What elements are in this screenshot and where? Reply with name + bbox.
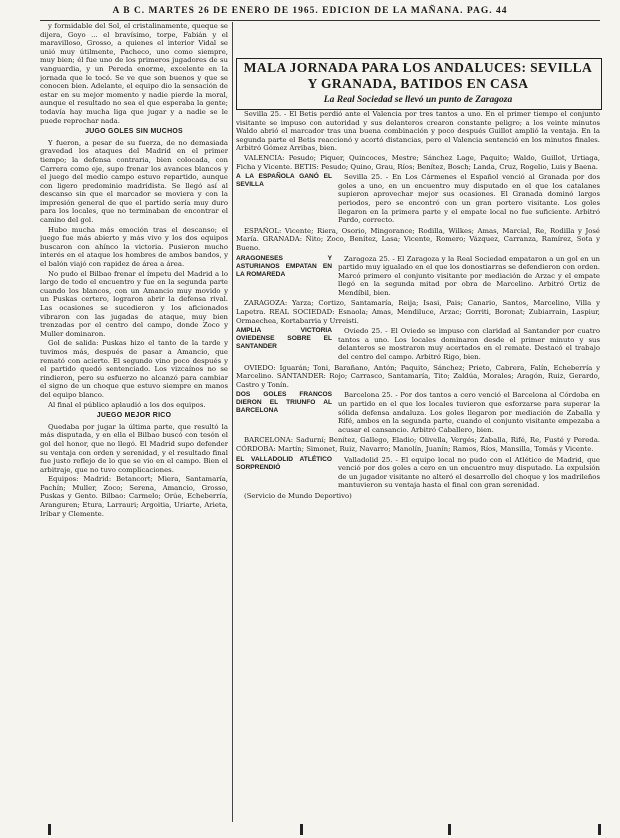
match-title: EL VALLADOLID ATLÉTICO SORPRENDIÓ [236,455,332,471]
left-paragraph: No pudo el Bilbao frenar el ímpetu del Madrid a lo largo de todo el encuentro y fue en la segunda parte cuando los blancos, con un Amancio muy movido y un Puskas certero, lograron abrir la defensa rival. Las ocasiones se sucedieron y los aficionados vibraron con las jugadas de ataque, muy bien trenzadas por el centro del campo, donde Zoco y Muller dominaron. [40,269,228,338]
match-report [236,173,600,225]
page-header: A B C. MARTES 26 DE ENERO DE 1965. EDICION DE LA MAÑANA. PAG. 44 [112,6,508,16]
left-paragraph: Equipos: Madrid: Betancort; Miera, Santamaría, Pachín; Muller, Zoco; Serena, Amancio, Grosso, Puskas y Gento. Bilbao: Carmelo; Orúe, Echeberría, Aranguren; Etura, Larrauri; Argoitia, Uriarte, Arieta, Iríbar y Clemente. [40,475,228,518]
left-paragraph: Quedaba por jugar la última parte, que resultó la más disputada, y en ella el Bilbao buscó con tesón el gol del honor, que no llegó. El Madrid supo defender su ventaja con orden y serenidad, y el resultado final fue justo reflejo de lo que se vio en el campo. Bien el arbitraje, que no tuvo complicaciones. [40,422,228,474]
left-paragraph: y formidable del Sol, el cristalinamente, queque se dijera, Goyo ... el bravísimo, torpe, Fabián y el maravilloso, Grosso, a quienes el interior Vidal se unió muy útilmente, Pacheco, uno como siempre, muy bien; él fue uno de los primeros jugadores de su vanguardia, y un Pereda enorme, excelente en la jornada que le tocó. Se ve que son buenos y que se conocen bien. Adelante, el equipo dio la sensación de estar en su mejor momento y nadie pierde la moral, aunque el resultado no sea el que esperaba la gente; todavía hay mucha liga que jugar y a nadie se le puede reprochar nada. [40,22,228,125]
match-text: Valladolid 25. - El equipo local no pudo con el Atlético de Madrid, que venció por dos goles a cero en un encuentro muy disputado. La expulsión de un jugador visitante no alteró el desarrollo del choque y los madrileños mantuvieron su ventaja hasta el final con gran serenidad. [338,455,600,490]
match-title: DOS GOLES FRANCOS DIERON EL TRIUNFO AL BARCELONA [236,391,332,415]
match-text: Sevilla 25. - En Los Cármenes el Español venció al Granada por dos goles a uno, en un encuentro muy disputado en el que los catalanes supieron aprovechar mejor sus ocasiones. El Granada dominó largos periodos, pero se encontró con un gran portero visitante. Los goles llegaron en la primera parte y el empate local no fue suficiente. Arbitró Pardo, correcto. [338,173,600,225]
left-paragraph: Gol de salida: Puskas hizo el tanto de la tarde y tuvimos más, después de pasar a Amancio, que remató con acierto. El segundo vino poco después y el partido quedó sentenciado. Los vizcaínos no se rindieron, pero su esfuerzo no alcanzó para cambiar el signo de un choque que estuvo siempre en manos del equipo blanco. [40,339,228,399]
match-report [236,327,600,361]
margin-mark [300,824,303,835]
left-paragraph: Al final el público aplaudió a los dos equipos. [48,400,206,409]
left-section-heading-2: JUEGO MEJOR RICO [96,412,172,420]
match-title: AMPLIA VICTORIA OVIEDENSE SOBRE EL SANTANDER [236,327,332,351]
header-rule [40,20,600,21]
margin-mark [598,824,601,835]
headline-line-2: Y GRANADA, BATIDOS EN CASA [307,76,529,91]
column-divider [232,22,233,822]
right-column [236,110,600,816]
match-text: Zaragoza 25. - El Zaragoza y la Real Sociedad empataron a un gol en un partido muy igualado en el que los donostiarras se defendieron con orden. Marcó primero el conjunto visitante por mediación de Arzac y el empate llegó en la segunda mitad por obra de Marcelino. Arbitró Ortiz de Mendíbil, bien. [338,254,600,297]
subheadline: La Real Sociedad se llevó un punto de Zaragoza [323,95,513,105]
lineup: ESPAÑOL: Vicente; Riera, Osorio, Mingorance; Rodilla, Wilkes; Amas, Marcial, Re, Rodilla y José María. GRANADA: Ñito; Zoco, Benítez, Lasa; Vicente, Romero; Vázquez, Carranza, Ramírez, Sota y Bueno. [236,226,600,252]
lineup: ZARAGOZA: Yarza; Cortizo, Santamaría, Reija; Isasi, Pais; Canario, Santos, Marcelino, Villa y Lapetra. REAL SOCIEDAD: Esnaola; Amas, Mendiluce, Arzac; Gorriti, Boronat; Zubiarrain, Laspiur, Ormaechea, Kortabarria y Urreisti. [236,299,600,325]
left-section-heading-1: JUGO GOLES SIN MUCHOS [85,128,183,136]
match-report [236,255,600,298]
scan-margin-marks [0,824,620,836]
main-headline [240,60,596,92]
left-paragraph: Y fueron, a pesar de su fuerza, de no demasiada gravedad los ataques del Madrid en el primer tiempo; la defensa contraria, bien colocada, con Carrera como eje, supo frenar los avances blancos y el juego del medio campo estuvo repartido, aunque con ligero predominio madridista. Se llegó así al descanso sin que el marcador se moviera y con la impresión general de que el partido sería muy duro para los locales, que no terminaban de encontrar el camino del gol. [40,138,228,225]
credit-line: (Servicio de Mundo Deportivo) [244,491,352,500]
margin-mark [48,824,51,835]
match-report [236,391,600,434]
match-text: Oviedo 25. - El Oviedo se impuso con claridad al Santander por cuatro tantos a uno. Los locales dominaron desde el primer minuto y sus delanteros se mostraron muy acertados en el remate. Destacó el trabajo del centro del campo. Arbitró Rigo, bien. [338,327,600,362]
left-column [40,22,228,818]
lineup: VALENCIA: Pesudo; Piquer, Quincoces, Mestre; Sánchez Lage, Paquito; Waldo, Guillot, Urtiaga, Ficha y Vicente. BETIS: Pesudo; Quino, Grau, Ríos; Benítez, Bosch; Landa, Cruz, Rogelio, Luis y Baena. [236,153,600,171]
match-text: Barcelona 25. - Por dos tantos a cero venció el Barcelona al Córdoba en un partido en el que los locales tuvieron que esforzarse para superar la sólida defensa andaluza. Los goles llegaron por mediación de Zaballa y Rifé, ambos en la segunda parte, cuando el conjunto visitante empezaba a acusar el cansancio. Arbitró Caballero, bien. [338,391,600,434]
left-paragraph: Hubo mucha más emoción tras el descanso; el juego fue más abierto y más vivo y los dos equipos buscaron con ahínco la victoria. Pusieron mucho interés en el ataque los hombres de ambos bandos, y el balón viajó con rapidez de área a área. [40,225,228,269]
headline-line-1: MALA JORNADA PARA LOS ANDALUCES: SEVILLA [243,60,593,75]
match-report [236,456,600,490]
match-title: ARAGONESES Y ASTURIANOS EMPATAN EN LA ROMAREDA [236,254,332,278]
intro-paragraph: Sevilla 25. - El Betis perdió ante el Valencia por tres tantos a uno. En el primer tiempo el conjunto visitante se impuso con autoridad y sus delanteros crearon constante peligro; a los veinte minutos Waldo abrió el marcador tras una buena combinación y poco después Guillot amplió la ventaja. En la segunda parte el Betis reaccionó y acortó distancias, pero el Valencia sentenció en los minutos finales. Arbitró Gómez Arribas, bien. [236,110,600,153]
lineup: OVIEDO: Iguarán; Toni, Barañano, Antón; Paquito, Sánchez; Prieto, Cabrera, Falín, Echeberría y Marcelino. SANTANDER: Rojo; Carrasco, Santamaría, Tito; Zaldúa, Morales; Aragón, Ruiz, Gerardo, Castro y Tonín. [236,363,600,389]
lineup: BARCELONA: Sadurní; Benítez, Gallego, Eladio; Olivella, Vergés; Zaballa, Rifé, Re, Fusté y Pereda. CÓRDOBA: Martín; Simonet, Ruiz, Navarro; Manolín, Juanín; Ramos, Ríos, Mansilla, Tomás y Vicente. [236,436,600,453]
margin-mark [448,824,451,835]
match-title: A LA ESPAÑOLA GANÓ EL SEVILLA [236,173,332,189]
